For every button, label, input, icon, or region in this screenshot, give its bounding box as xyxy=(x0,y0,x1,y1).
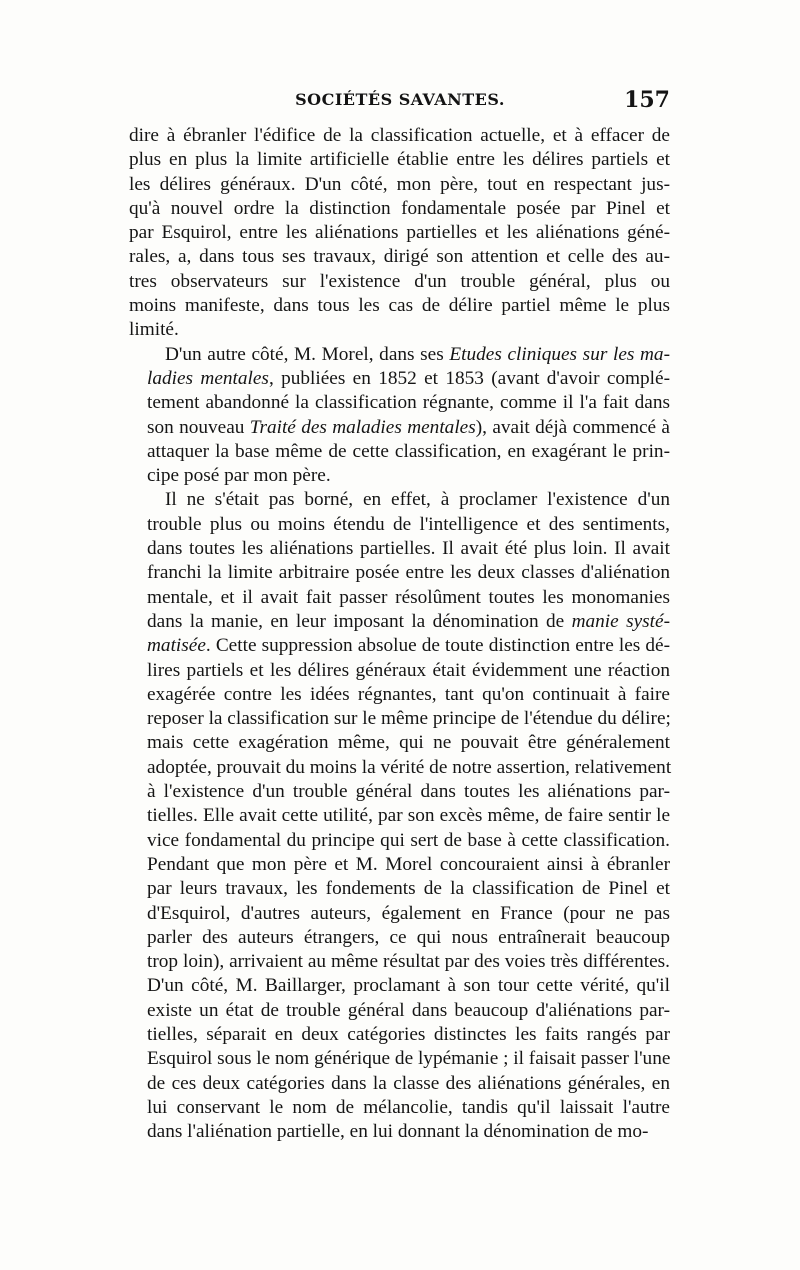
text-line: trouble plus ou moins étendu de l'intelligence et des sentiments, xyxy=(147,513,670,535)
text-line: rales, a, dans tous ses travaux, dirigé son attention et celle des au- xyxy=(129,246,670,268)
text-line: reposer la classification sur le même principe de l'étendue du délire; xyxy=(147,708,671,730)
text-line: d'Esquirol, d'autres auteurs, également en France (pour ne pas xyxy=(147,902,670,924)
text-line: mentale, et il avait fait passer résolûment toutes les monomanies xyxy=(147,586,670,608)
text-line: existe un état de trouble général dans beaucoup d'aliénations par- xyxy=(147,999,670,1021)
text-line: lires partiels et les délires généraux était évidemment une réaction xyxy=(147,659,670,681)
text-line: dans la manie, en leur imposant la dénomination de manie systé- xyxy=(147,610,670,632)
text-line: tement abandonné la classification régnante, comme il l'a fait dans xyxy=(147,392,670,414)
text-line: à l'existence d'un trouble général dans toutes les aliénations par- xyxy=(147,781,670,803)
text-line: Esquirol sous le nom générique de lypémanie ; il faisait passer l'une xyxy=(147,1048,671,1070)
text-line: matisée. Cette suppression absolue de toute distinction entre les dé- xyxy=(147,635,670,657)
text-line: qu'à nouvel ordre la distinction fondamentale posée par Pinel et xyxy=(129,197,670,219)
text-line: trop loin), arrivaient au même résultat par des voies très différentes. xyxy=(147,951,670,973)
text-line: tielles. Elle avait cette utilité, par son excès même, de faire sentir le xyxy=(147,805,670,827)
text-line: de ces deux catégories dans la classe des aliénations générales, en xyxy=(147,1072,670,1094)
text-line: D'un côté, M. Baillarger, proclamant à son tour cette vérité, qu'il xyxy=(147,975,670,997)
text-line: mais cette exagération même, qui ne pouvait être généralement xyxy=(147,732,670,754)
text-line: attaquer la base même de cette classification, en exagérant le prin- xyxy=(147,440,670,462)
text-line: tres observateurs sur l'existence d'un trouble général, plus ou xyxy=(129,270,670,292)
text-line: limité. xyxy=(129,319,179,341)
paragraph xyxy=(129,343,670,489)
text-line: franchi la limite arbitraire posée entre les deux classes d'aliénation xyxy=(147,562,670,584)
text-line: ladies mentales, publiées en 1852 et 1853 (avant d'avoir complé- xyxy=(147,367,670,389)
text-line: cipe posé par mon père. xyxy=(147,465,331,487)
page-header xyxy=(130,87,670,116)
text-line: lui conservant le nom de mélancolie, tandis qu'il laissait l'autre xyxy=(147,1096,670,1118)
running-title: SOCIÉTÉS SAVANTES. xyxy=(295,90,505,109)
text-line: moins manifeste, dans tous les cas de délire partiel même le plus xyxy=(129,295,670,317)
text-line: dans toutes les aliénations partielles. Il avait été plus loin. Il avait xyxy=(147,538,670,560)
text-line: dire à ébranler l'édifice de la classification actuelle, et à effacer de xyxy=(129,125,670,146)
text-line: son nouveau Traité des maladies mentales), avait déjà commencé à xyxy=(147,416,670,438)
paragraph xyxy=(129,124,670,343)
paragraph xyxy=(129,488,670,1144)
text-line: tielles, séparait en deux catégories distinctes les faits rangés par xyxy=(147,1023,670,1045)
body-text xyxy=(129,124,670,1144)
text-line: par Esquirol, entre les aliénations partielles et les aliénations géné- xyxy=(129,222,670,244)
text-line: D'un autre côté, M. Morel, dans ses Etudes cliniques sur les ma- xyxy=(165,343,670,365)
text-line: les délires généraux. D'un côté, mon père, tout en respectant jus- xyxy=(129,173,670,195)
text-line: Pendant que mon père et M. Morel concouraient ainsi à ébranler xyxy=(147,853,670,875)
text-line: exagérée contre les idées régnantes, tant qu'on continuait à faire xyxy=(147,683,670,705)
text-line: dans l'aliénation partielle, en lui donnant la dénomination de mo- xyxy=(147,1121,649,1143)
text-line: par leurs travaux, les fondements de la classification de Pinel et xyxy=(147,878,670,900)
page-number: 157 xyxy=(624,87,670,113)
text-line: adoptée, prouvait du moins la vérité de notre assertion, relativement xyxy=(147,756,672,778)
text-line: parler des auteurs étrangers, ce qui nous entraînerait beaucoup xyxy=(147,926,670,948)
text-line: plus en plus la limite artificielle établie entre les délires partiels et xyxy=(129,149,670,171)
text-line: Il ne s'était pas borné, en effet, à proclamer l'existence d'un xyxy=(165,489,670,511)
text-line: vice fondamental du principe qui sert de base à cette classification. xyxy=(147,829,670,851)
